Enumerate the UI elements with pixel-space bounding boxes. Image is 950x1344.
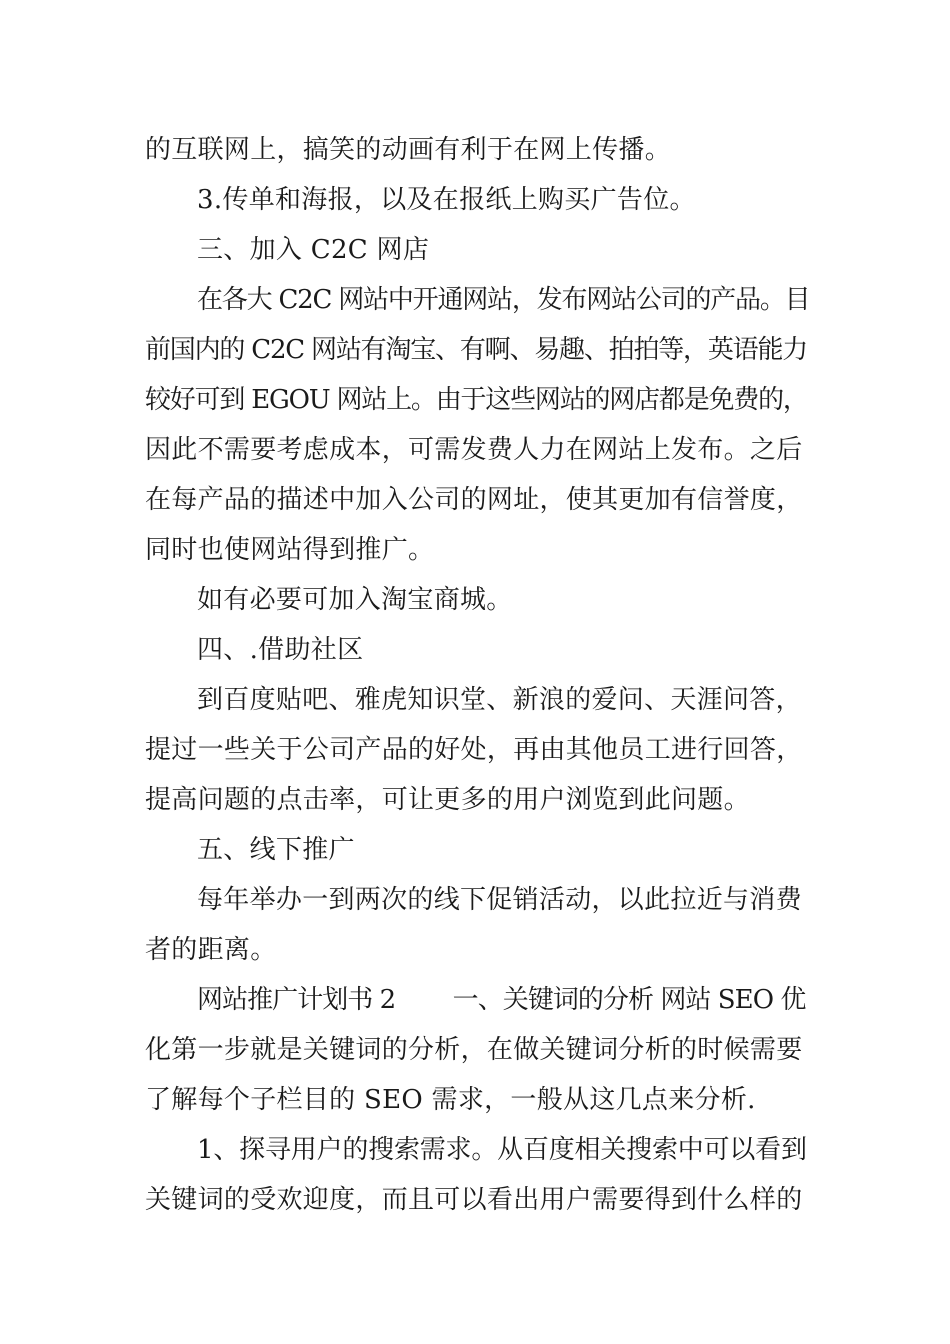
text-line: 3.传单和海报，以及在报纸上购买广告位。 [197,185,696,215]
section-heading: 四、.借助社区 [197,635,364,665]
text-line: 较好可到 EGOU 网站上。由于这些网站的网店都是免费的， [145,385,808,415]
text-line: 网站推广计划书 2 一、关键词的分析 网站 SEO 优 [197,985,806,1015]
text-line: 到百度贴吧、雅虎知识堂、新浪的爱问、天涯问答， [197,685,802,715]
text-line: 化第一步就是关键词的分析，在做关键词分析的时候需要 [145,1035,803,1065]
text-line: 关键词的受欢迎度，而且可以看出用户需要得到什么样的 [145,1185,803,1215]
text-line: 在各大 C2C 网站中开通网站，发布网站公司的产品。目 [197,285,810,315]
text-line: 同时也使网站得到推广。 [145,535,435,565]
text-line: 每年举办一到两次的线下促销活动，以此拉近与消费 [197,885,802,915]
text-line: 因此不需要考虑成本，可需发费人力在网站上发布。之后 [145,435,803,465]
text-line: 的互联网上，搞笑的动画有利于在网上传播。 [145,135,672,165]
text-line: 提过一些关于公司产品的好处，再由其他员工进行回答， [145,735,803,765]
text-line: 在每产品的描述中加入公司的网址，使其更加有信誉度， [145,485,803,515]
text-line: 提高问题的点击率，可让更多的用户浏览到此问题。 [145,785,750,815]
text-line: 1、探寻用户的搜索需求。从百度相关搜索中可以看到 [197,1135,807,1165]
section-heading: 五、线下推广 [197,835,355,865]
text-line: 前国内的 C2C 网站有淘宝、有啊、易趣、拍拍等，英语能力 [145,335,808,365]
text-line: 者的距离。 [145,935,277,965]
text-line: 了解每个子栏目的 SEO 需求，一般从这几点来分析. [145,1085,756,1115]
text-line: 如有必要可加入淘宝商城。 [197,585,513,615]
section-heading: 三、加入 C2C 网店 [197,235,430,265]
